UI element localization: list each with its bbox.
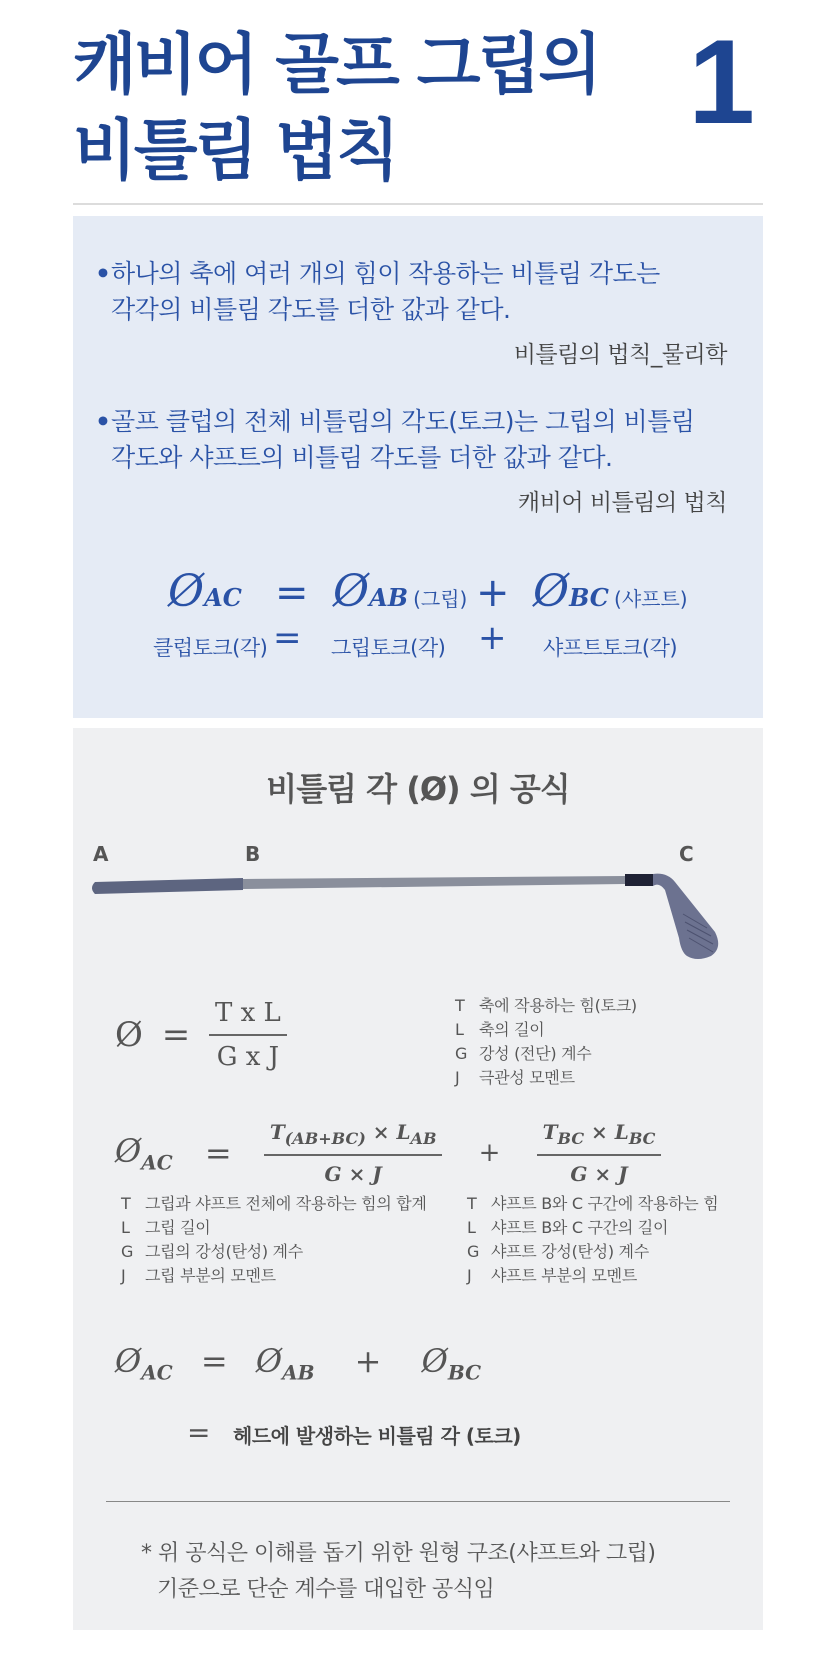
law-source: 캐비어 비틀림의 법칙 — [517, 490, 727, 516]
formula-grip-torque: ØAB (그립) — [333, 566, 468, 617]
law-text: 하나의 축에 여러 개의 힘이 작용하는 비틀림 각도는 각각의 비틀림 각도를 더한 값과 같다. — [111, 259, 660, 324]
hosel-shape — [625, 874, 653, 886]
shaft-shape — [243, 876, 625, 889]
point-label-a: A — [93, 842, 109, 866]
formula-sum: $Ø_{AC}$ = $Ø_{AB}$ + $Ø_{BC}$ — [115, 1342, 482, 1385]
title-line-2: 비틀림 법칙 — [73, 112, 397, 189]
grip-shape — [92, 878, 243, 894]
page-title — [73, 15, 763, 194]
plus-sign: + — [478, 618, 507, 658]
equals-sign: = — [275, 570, 309, 616]
legend-shaft: T 샤프트 B와 C 구간에 작용하는 힘 L 샤프트 B와 C 구간의 길이 G 샤프트 강성(탄성) 계수 J 샤프트 부분의 모멘트 — [467, 1194, 719, 1285]
law-text: 골프 클럽의 전체 비틀림의 각도(토크)는 그립의 비틀림 각도와 샤프트의 비틀림 각도를 더한 값과 같다. — [111, 407, 695, 472]
caption-shaft-torque: 샤프트토크(각) — [543, 636, 678, 660]
fraction: $\frac{\text{T x L}}{\text{G x J}}$ — [209, 998, 287, 1072]
point-label-b: B — [245, 842, 261, 866]
fraction-grip: $\frac{T_{(AB+BC)} \times L_{AB}}{G \times J}$ — [264, 1120, 443, 1186]
formula-shaft-torque: ØBC (샤프트) — [533, 566, 688, 617]
formula-panel — [73, 728, 763, 1630]
section-number: 1 — [688, 15, 755, 149]
legend-grip: T 그립과 샤프트 전체에 작용하는 힘의 합계 L 그립 길이 G 그립의 강성(탄성) 계수 J 그립 부분의 모멘트 — [121, 1194, 427, 1285]
law-panel — [73, 216, 763, 718]
law-item-caviar — [95, 404, 755, 476]
formula-combined: $Ø_{AC}$ = $\frac{T_{(AB+BC)} \times L_{AB}}{G \times J}$ + $\frac{T_{BC} \times L_{BC}}{G \times J}$ — [115, 1120, 661, 1186]
equals-sign: = — [187, 1416, 211, 1449]
point-label-c: C — [679, 842, 694, 866]
result-text: 헤드에 발생하는 비틀림 각 (토크) — [233, 1424, 521, 1448]
legend-basic: T 축에 작용하는 힘(토크) L 축의 길이 G 강성 (전단) 계수 J 극관성 모멘트 — [455, 996, 637, 1087]
club-head-shape — [653, 874, 718, 959]
law-item-physics — [95, 256, 755, 328]
equals-sign: = — [273, 618, 302, 658]
plus-sign: + — [476, 570, 510, 616]
header — [73, 15, 763, 212]
caption-grip-torque: 그립토크(각) — [331, 636, 446, 660]
law-source: 비틀림의 법칙_물리학 — [513, 342, 727, 368]
formula-club-torque: ØAC — [168, 566, 242, 617]
title-line-1: 캐비어 골프 그립의 — [73, 26, 600, 103]
footnote: * 위 공식은 이해를 돕기 위한 원형 구조(샤프트와 그립) 기준으로 단순 계수를 대입한 공식임 — [141, 1541, 656, 1602]
bullet-icon: • — [95, 407, 111, 436]
bullet-icon: • — [95, 259, 111, 288]
footer-divider — [106, 1501, 730, 1502]
section-title: 비틀림 각 (Ø) 의 공식 — [266, 770, 570, 808]
golf-club-illustration — [87, 868, 757, 978]
fraction-shaft: $\frac{T_{BC} \times L_{BC}}{G \times J}$ — [537, 1120, 662, 1186]
header-divider — [73, 203, 763, 205]
formula-basic: Ø = $\frac{\text{T x L}}{\text{G x J}}$ — [115, 998, 287, 1072]
caption-club-torque: 클럽토크(각) — [153, 636, 268, 660]
